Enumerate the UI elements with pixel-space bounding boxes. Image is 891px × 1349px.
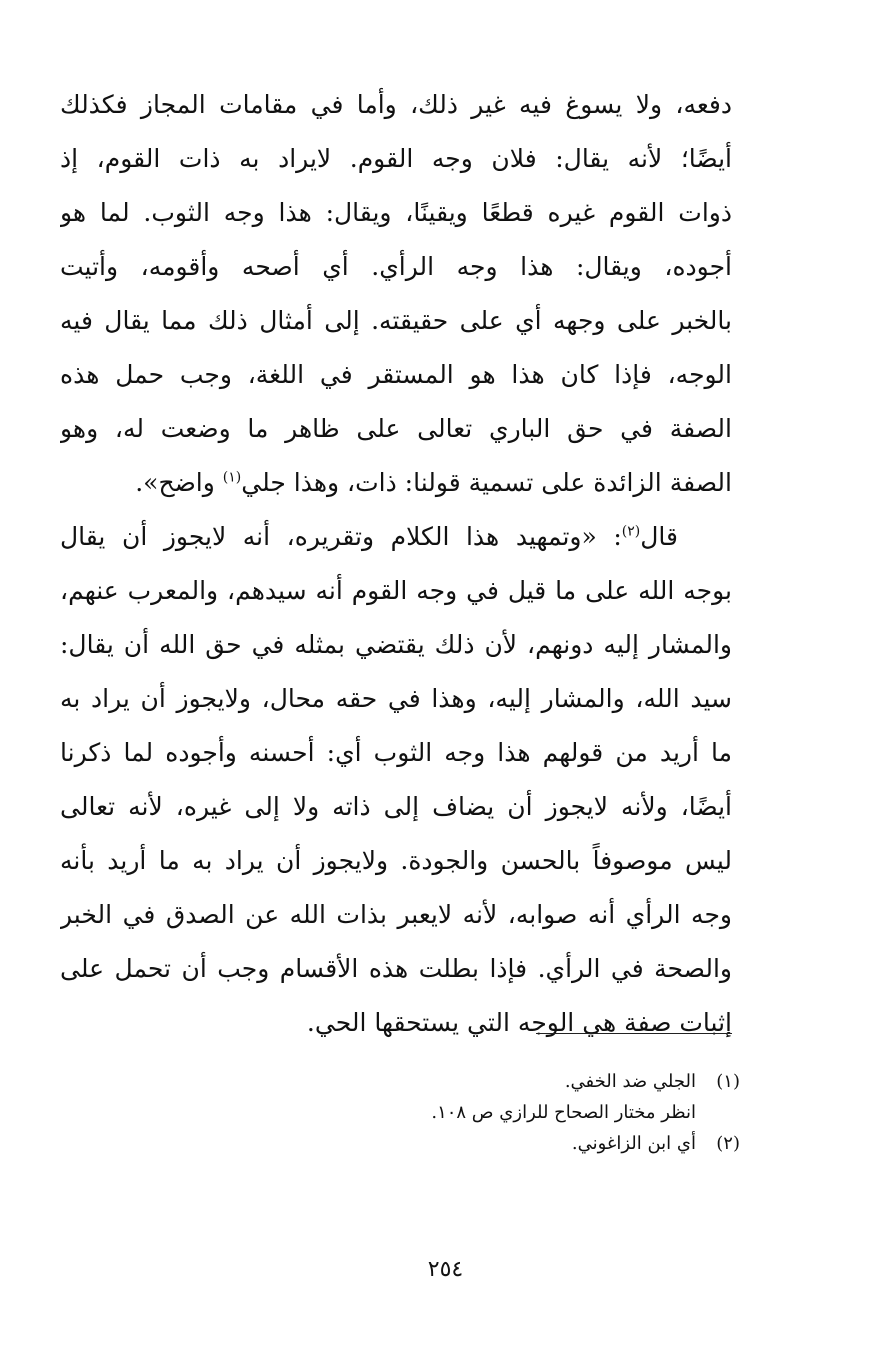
text-line-17: والصحة في الرأي. فإذا بطلت هذه الأقسام وجب أن تحمل على [60,954,732,983]
text-line-15: ليس موصوفاً بالحسن والجودة. ولايجوز أن يراد به ما أريد بأنه [60,846,732,875]
text-line-9-end: : «وتمهيد هذا الكلام وتقريره، أنه لايجوز أن يقال [60,522,622,551]
text-line-7: الصفة في حق الباري تعالى على ظاهر ما وضعت له، وهو [60,414,732,443]
text-line-4: أجوده، ويقال: هذا وجه الرأي. أي أصحه وأقومه، وأتيت [60,252,732,281]
page-number: ٢٥٤ [427,1257,464,1282]
text-line-9 [60,510,732,564]
text-line-14: أيضًا، ولأنه لايجوز أن يضاف إلى ذاته ولا إلى غيره، لأنه تعالى [60,792,732,821]
footnote-number: (١) [716,1071,740,1092]
footnote-ref-2[interactable]: (٢) [621,523,641,540]
text-line-16: وجه الرأي أنه صوابه، لأنه لايعبر بذات الله عن الصدق في الخبر [60,900,732,929]
footnote-separator [536,1033,732,1034]
footnotes [200,1066,740,1159]
text-line-1: دفعه، ولا يسوغ فيه غير ذلك، وأما في مقامات المجاز فكذلك [60,90,732,119]
footnote-ref-1[interactable]: (١) [222,469,242,486]
text-line-11: والمشار إليه دونهم، لأن ذلك يقتضي بمثله في حق الله أن يقال: [60,630,732,659]
footnote-text: الجلي ضد الخفي. [564,1071,696,1092]
text-line-8-end: واضح». [135,468,223,497]
main-text [60,78,732,1050]
text-line-13: ما أريد من قولهم هذا وجه الثوب أي: أحسنه وأجوده لما ذكرنا [60,738,732,767]
text-line-8-start: الصفة الزائدة على تسمية قولنا: ذات، وهذا جلي [241,468,732,497]
footnote-text: انظر مختار الصحاح للرازي ص ١٠٨. [431,1102,696,1123]
text-line-2: أيضًا؛ لأنه يقال: فلان وجه القوم. لايراد به ذات القوم، إذ [60,144,732,173]
footnote-text: أي ابن الزاغوني. [571,1133,696,1154]
footnote-1-source [200,1097,740,1128]
footnote-2 [200,1128,740,1159]
text-line-10: بوجه الله على ما قيل في وجه القوم أنه سيدهم، والمعرب عنهم، [60,576,732,605]
text-line-6: الوجه، فإذا كان هذا هو المستقر في اللغة، وجب حمل هذه [60,360,732,389]
text-line-5: بالخبر على وجهه أي على حقيقته. إلى أمثال ذلك مما يقال فيه [60,306,732,335]
text-line-8 [60,456,732,510]
footnote-number: (٢) [716,1133,740,1154]
text-line-18: إثبات صفة هي الوجه التي يستحقها الحي. [306,1008,732,1037]
text-line-3: ذوات القوم غيره قطعًا ويقينًا، ويقال: هذا وجه الثوب. لما هو [60,198,732,227]
footnote-1 [200,1066,740,1097]
text-line-12: سيد الله، والمشار إليه، وهذا في حقه محال، ولايجوز أن يراد به [60,684,732,713]
text-line-9-start: قال [640,522,678,551]
